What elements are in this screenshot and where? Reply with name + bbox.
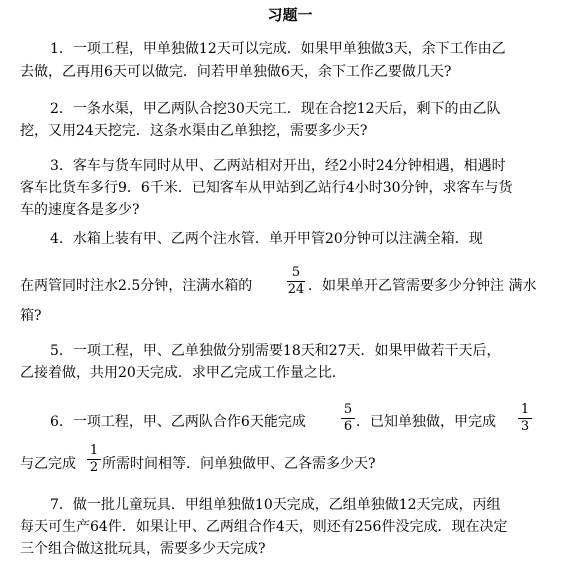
problem-6-line-1-part-b: ．已知单独做，甲完成	[356, 414, 496, 430]
problem-4-line-3: 箱?	[20, 308, 42, 324]
problem-2-line-2: 挖，又用24天挖完．这条水渠由乙单独挖，需要多少天?	[20, 123, 368, 139]
problem-7-line-3: 三个组合做这批玩具，需要多少天完成?	[20, 541, 266, 557]
fraction-numerator: 5	[343, 402, 353, 417]
problem-1-line-2: 去做，乙再用6天可以做完．问若甲单独做6天，余下工作乙要做几天?	[20, 64, 452, 80]
problem-5-line-1: 5．一项工程，甲、乙单独做分别需要18天和27天．如果甲做若干天后，	[50, 343, 501, 359]
problem-4-line-2-part-b: ．如果单开乙管需要多少分钟注 满水	[308, 278, 537, 294]
fraction-denominator: 2	[89, 460, 99, 475]
problem-3-line-1: 3．客车与货车同时从甲、乙两站相对开出，经2小时24分钟相遇，相遇时	[50, 158, 506, 174]
fraction-5-6	[341, 403, 355, 434]
problem-5-line-2: 乙接着做，共用20天完成．求甲乙完成工作量之比．	[20, 365, 346, 381]
problem-4-line-2-part-a: 在两管同时注水2.5分钟，注满水箱的	[20, 278, 253, 294]
problem-1-line-1: 1．一项工程，甲单独做12天可以完成．如果甲单独做3天，余下工作由乙	[50, 41, 506, 57]
fraction-numerator: 1	[520, 402, 530, 417]
problem-4-line-1: 4．水箱上装有甲、乙两个注水管．单开甲管20分钟可以注满全箱．现	[50, 231, 483, 247]
fraction-1-2	[87, 444, 101, 475]
problem-2-line-1: 2．一条水渠，甲乙两队合挖30天完工．现在合挖12天后，剩下的由乙队	[50, 101, 501, 117]
fraction-1-3	[518, 403, 532, 434]
problem-7-line-1: 7．做一批儿童玩具．甲组单独做10天完成，乙组单独做12天完成，丙组	[50, 497, 501, 513]
fraction-denominator: 6	[343, 419, 353, 434]
fraction-numerator: 5	[291, 265, 301, 280]
fraction-denominator: 24	[287, 282, 305, 297]
fraction-numerator: 1	[89, 443, 99, 458]
problem-7-line-2: 每天可生产64件．如果让甲、乙两组合作4天，则还有256件没完成．现在决定	[20, 519, 508, 535]
problem-6-line-1-part-a: 6．一项工程，甲、乙两队合作6天能完成	[50, 414, 306, 430]
problem-6-line-2-part-b: 所需时间相等．问单独做甲、乙各需多少天?	[102, 456, 376, 472]
fraction-5-24	[287, 266, 305, 297]
exercise-title: 习题一	[267, 6, 313, 24]
problem-3-line-3: 车的速度各是多少?	[20, 202, 140, 218]
problem-3-line-2: 客车比货车多行9．6千米．已知客车从甲站到乙站行4小时30分钟，求客车与货	[20, 180, 513, 196]
fraction-denominator: 3	[520, 419, 530, 434]
problem-6-line-2-part-a: 与乙完成	[20, 456, 76, 472]
